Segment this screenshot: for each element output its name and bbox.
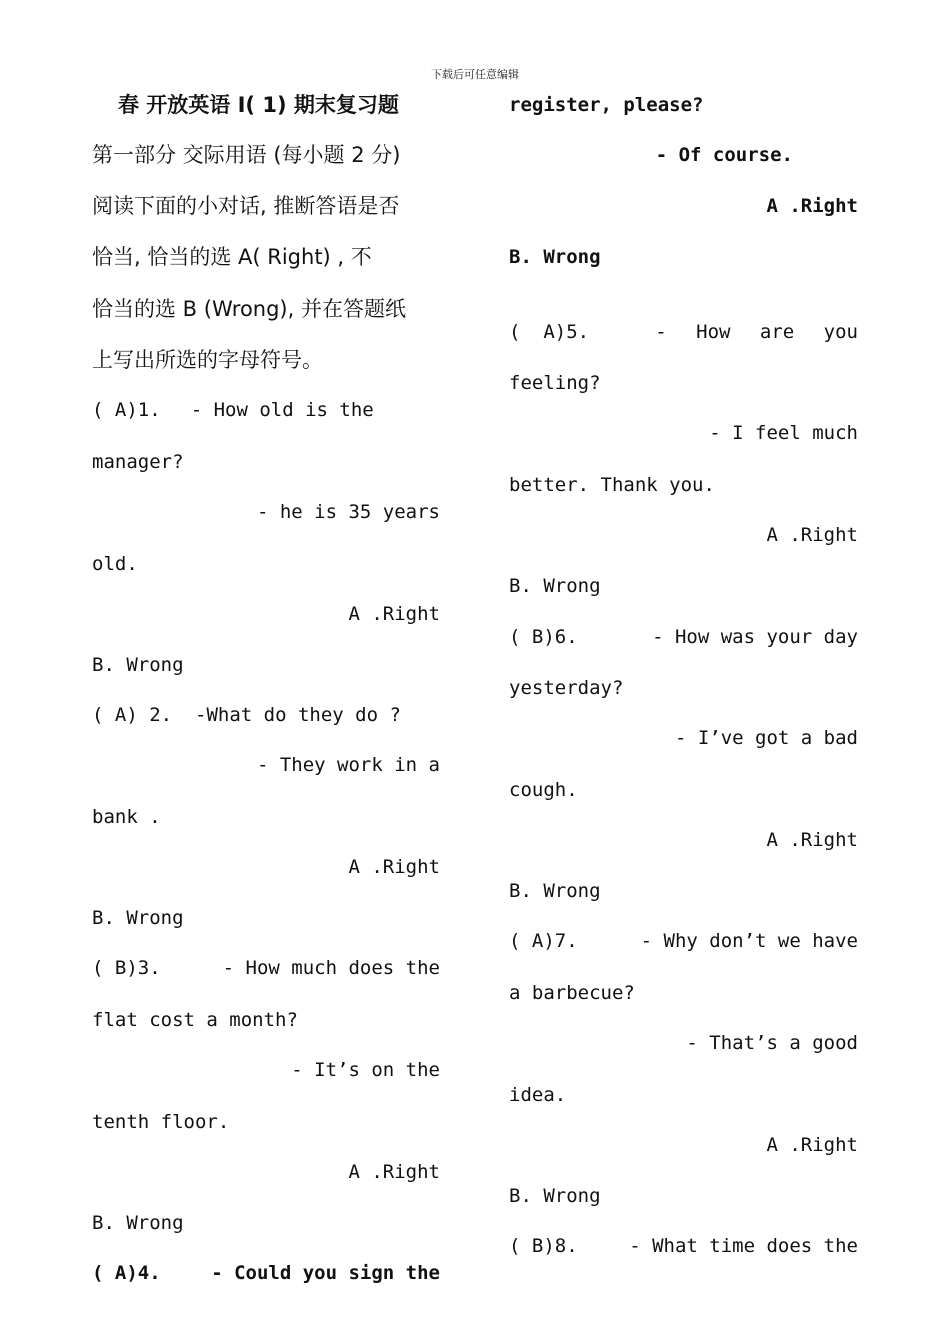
instruction-line: 上写出所选的字母符号。 (92, 348, 323, 372)
question-text-cont: register, please? (509, 94, 704, 116)
answer-marker: ( B) (509, 1235, 555, 1257)
question-number: 4. (137, 1262, 161, 1284)
question-1-prompt (92, 398, 440, 422)
instruction-line: 阅读下面的小对话, 推断答语是否 (92, 194, 400, 218)
question-number: 8. (554, 1235, 578, 1257)
reply-text-cont: bank . (92, 806, 161, 828)
document-title: 春 开放英语 I( 1) 期末复习题 (118, 93, 399, 117)
option-a: A .Right (348, 856, 440, 878)
question-text: -What do they do ? (195, 704, 401, 726)
page-header-note: 下载后可任意编辑 (431, 68, 519, 81)
answer-marker: ( A) (92, 1262, 138, 1284)
question-text-cont: manager? (92, 451, 184, 473)
option-b: B. Wrong (509, 246, 601, 268)
question-6-prompt (509, 625, 858, 649)
question-5-prompt (509, 320, 858, 344)
question-4-prompt (92, 1261, 440, 1285)
reply-text: - They work in a (256, 754, 440, 776)
question-text: - Why don’t we have (640, 930, 858, 952)
reply-text: - That’s a good (686, 1032, 858, 1054)
question-3-prompt (92, 956, 440, 980)
option-a: A .Right (348, 1161, 440, 1183)
reply-text-cont: cough. (509, 779, 578, 801)
option-b: B. Wrong (92, 1212, 184, 1234)
reply-text-cont: idea. (509, 1084, 567, 1106)
question-text: - How are you (655, 321, 858, 343)
question-text: - How old is the (190, 399, 374, 421)
reply-text: - Of course. (655, 144, 793, 166)
option-a: A .Right (766, 1134, 858, 1156)
reply-text-cont: tenth floor. (92, 1111, 230, 1133)
reply-text: - he is 35 years (256, 501, 440, 523)
question-text-cont: flat cost a month? (92, 1009, 298, 1031)
answer-marker: ( B) (509, 626, 555, 648)
question-8-prompt (509, 1234, 858, 1258)
option-a: A .Right (766, 195, 858, 217)
question-2-prompt (92, 703, 440, 727)
reply-text-cont: better. Thank you. (509, 474, 715, 496)
question-number: 7. (554, 930, 578, 952)
question-text-cont: feeling? (509, 372, 601, 394)
question-number: 1. (137, 399, 161, 421)
question-number: 2. (149, 704, 173, 726)
option-b: B. Wrong (509, 1185, 601, 1207)
question-text: - How much does the (222, 957, 440, 979)
option-b: B. Wrong (92, 907, 184, 929)
question-text: - What time does the (629, 1235, 858, 1257)
question-number: 3. (137, 957, 161, 979)
question-7-prompt (509, 929, 858, 953)
answer-marker: ( A) (509, 321, 567, 343)
reply-text: - I feel much (709, 422, 858, 444)
answer-marker: ( A) (92, 704, 150, 726)
option-b: B. Wrong (509, 880, 601, 902)
option-a: A .Right (766, 524, 858, 546)
option-a: A .Right (766, 829, 858, 851)
option-b: B. Wrong (509, 575, 601, 597)
question-text: - How was your day (652, 626, 858, 648)
question-text-cont: yesterday? (509, 677, 624, 699)
instruction-line: 恰当的选 B (Wrong), 并在答题纸 (92, 297, 406, 321)
instruction-line: 恰当, 恰当的选 A( Right) , 不 (92, 245, 372, 269)
question-text: - Could you sign the (211, 1262, 440, 1284)
answer-marker: ( A) (509, 930, 555, 952)
option-a: A .Right (348, 603, 440, 625)
question-number: 5. (566, 321, 590, 343)
section-heading: 第一部分 交际用语 (每小题 2 分) (92, 143, 401, 167)
question-number: 6. (554, 626, 578, 648)
answer-marker: ( A) (92, 399, 138, 421)
answer-marker: ( B) (92, 957, 138, 979)
option-b: B. Wrong (92, 654, 184, 676)
reply-text-cont: old. (92, 553, 138, 575)
reply-text: - It’s on the (291, 1059, 440, 1081)
question-text-cont: a barbecue? (509, 982, 635, 1004)
reply-text: - I’ve got a bad (674, 727, 858, 749)
